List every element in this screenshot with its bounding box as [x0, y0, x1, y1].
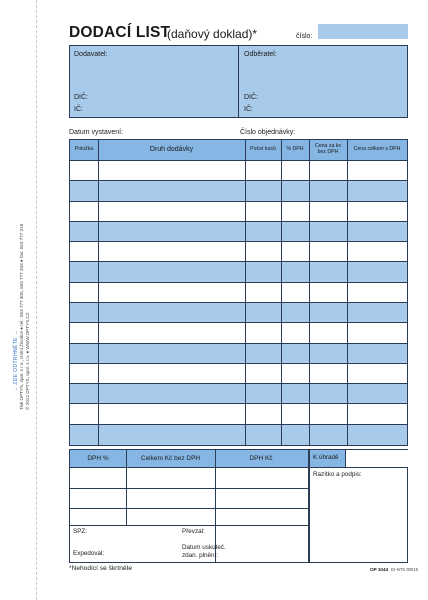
table-header [70, 140, 407, 161]
document-title: DODACÍ LIST [69, 24, 171, 41]
customer-dic-label: DIČ: [244, 94, 258, 101]
stamp-signature-label: Razítko a podpis: [313, 471, 362, 478]
table-row[interactable] [70, 161, 407, 181]
vat-amount-field[interactable] [216, 467, 307, 525]
to-pay-label: K úhradě [313, 454, 339, 461]
table-row[interactable] [70, 303, 407, 323]
payment-box [309, 449, 408, 563]
stamp-signature-field[interactable] [309, 480, 407, 562]
to-pay-field[interactable] [345, 450, 408, 467]
table-row[interactable] [70, 202, 407, 222]
table-row[interactable] [70, 222, 407, 242]
party-divider [238, 45, 239, 118]
taxable-date-label-2: zdan. plnění: [182, 552, 219, 559]
document-subtitle: (daňový doklad)* [167, 27, 258, 41]
number-label: číslo: [296, 33, 313, 40]
order-number-label: Číslo objednávky: [240, 129, 296, 136]
taxable-date-label-1: Datum uskuteč. [182, 544, 226, 551]
column-divider [309, 140, 310, 445]
items-table [69, 139, 408, 446]
customer-ic-label: IČ: [244, 106, 253, 113]
vat-summary-header [70, 450, 308, 468]
table-row[interactable] [70, 283, 407, 303]
table-body [70, 161, 407, 445]
column-header-total-price: Cena celkem s DPH [353, 146, 401, 153]
table-row[interactable] [70, 262, 407, 282]
perforation-line [36, 0, 37, 600]
issue-date-label: Datum vystavení: [69, 129, 124, 136]
table-row[interactable] [70, 404, 407, 424]
vat-rate-field[interactable] [70, 467, 126, 525]
table-row[interactable] [70, 384, 407, 404]
print-code: Dr-NTS 90015 [391, 567, 418, 572]
received-by-label: Převzal: [182, 528, 205, 535]
column-divider [245, 140, 246, 445]
table-row[interactable] [70, 344, 407, 364]
form-code: OP 1044 [370, 567, 389, 572]
supplier-label: Dodavatel: [74, 51, 108, 58]
column-header-quantity: Počet kusů [250, 146, 276, 153]
signature-divider [70, 525, 308, 526]
sidebar [0, 0, 34, 600]
table-row[interactable] [70, 181, 407, 201]
section-divider [309, 449, 310, 563]
column-divider [98, 140, 99, 445]
table-row[interactable] [70, 425, 407, 445]
table-row[interactable] [70, 364, 407, 384]
dispatched-by-label: Expedoval: [73, 550, 105, 557]
column-header-description: Druh dodávky [149, 145, 194, 153]
footnote: *Nehodící se škrtněte [69, 565, 133, 572]
table-row[interactable] [70, 242, 407, 262]
cut-here-text: → ZDE ODTRHNĚTE → [13, 329, 19, 392]
column-divider [347, 140, 348, 445]
table-row[interactable] [70, 323, 407, 343]
supplier-ic-label: IČ: [74, 106, 83, 113]
supplier-dic-label: DIČ: [74, 94, 88, 101]
total-without-vat-field[interactable] [127, 467, 215, 525]
column-header-item: Položka [74, 146, 94, 153]
publisher-copyright: © 2012 OPTYS, spol. s r.o. ● WWW.OPTYS.CZ [25, 312, 30, 410]
customer-label: Odběratel: [244, 51, 277, 58]
publisher-text: Tisk OPTYS, spol. s r.o., Dolní Životice ● tel.: 553 777 300, 553 777 333 ● fax: 553 777 318 [19, 223, 24, 410]
column-divider [281, 140, 282, 445]
to-pay-row [309, 450, 407, 468]
vat-rate-header: DPH % [87, 454, 109, 462]
licence-plate-label: SPZ: [73, 528, 87, 535]
vat-amount-header: DPH Kč [249, 454, 273, 462]
document-number-field[interactable] [318, 24, 408, 39]
column-header-vat-percent: % DPH [286, 146, 304, 153]
total-without-vat-header: Celkem Kč bez DPH [140, 454, 201, 462]
column-header-unit-price: Cena za ks bez DPH [315, 143, 341, 155]
